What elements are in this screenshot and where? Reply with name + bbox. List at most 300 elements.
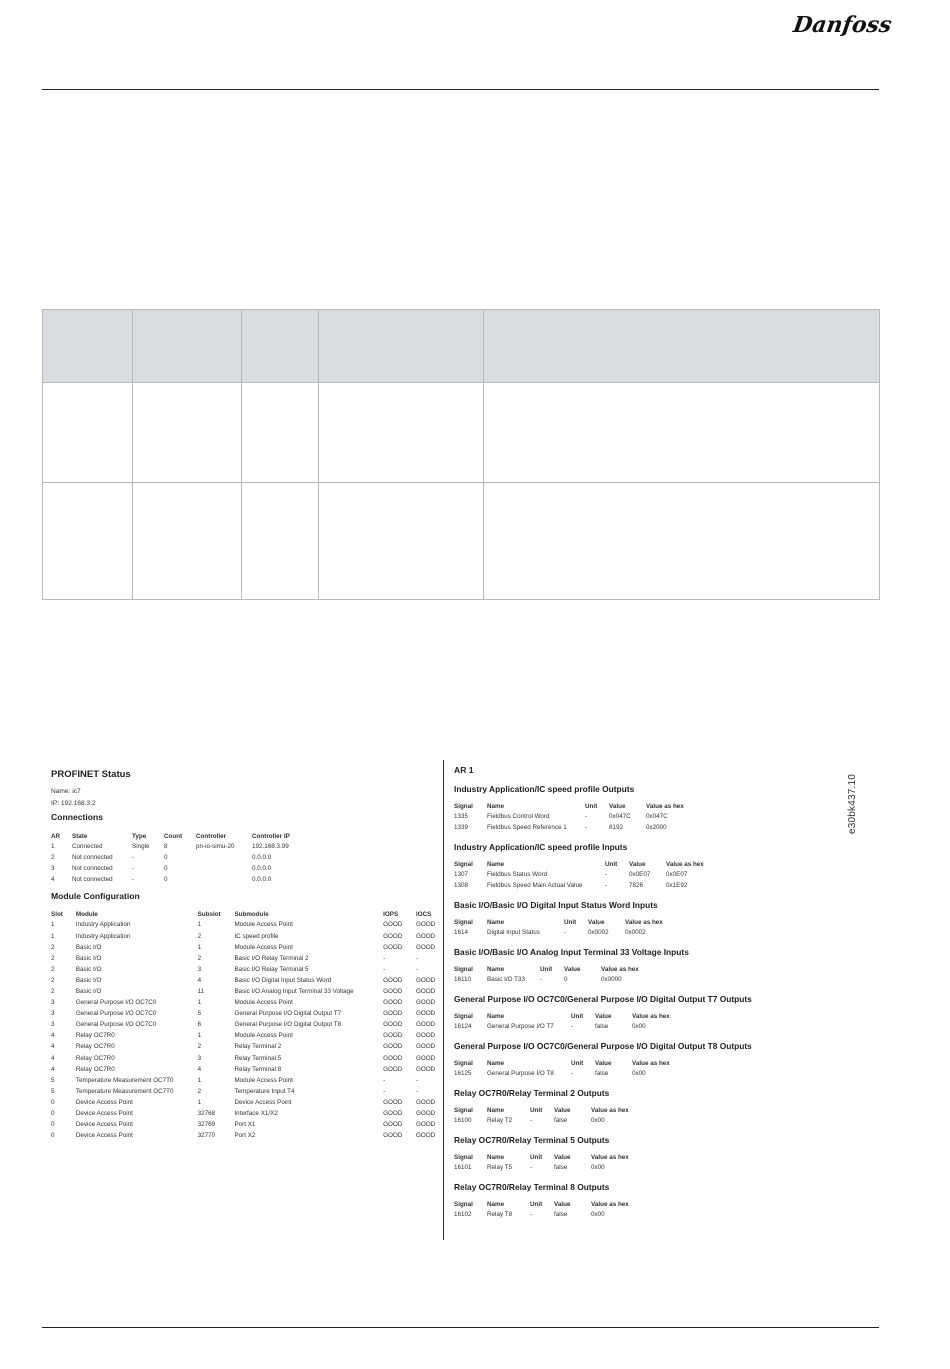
table-cell: 2: [51, 987, 55, 995]
table-cell: Relay Terminal 8: [234, 1065, 282, 1073]
table-cell: GOOD: [383, 1110, 403, 1118]
table-cell: -: [585, 824, 588, 831]
table-cell: GOOD: [415, 1054, 436, 1062]
table-cell: 7826: [629, 882, 644, 889]
signal-col-header: Signal: [454, 802, 473, 810]
table-cell: Fieldbus Status Word: [487, 871, 548, 878]
table-cell: -: [571, 1023, 574, 1030]
table-cell: 0: [51, 1132, 55, 1140]
table-cell: 0x00: [632, 1070, 646, 1077]
table-cell: 1: [51, 843, 55, 851]
table-cell: General Purpose I/O Digital Output T8: [234, 1021, 342, 1029]
table-cell: IC speed profile: [234, 932, 279, 940]
table-cell: false: [595, 1070, 609, 1077]
table-cell: 0: [564, 976, 568, 983]
table-cell: Module Access Point: [234, 999, 293, 1007]
table-cell: 2: [51, 854, 55, 862]
table-cell: Device Access Point: [75, 1132, 133, 1140]
table-row: [51, 1130, 436, 1141]
table-cell: 4: [51, 1065, 55, 1073]
signal-col-header: Value: [609, 802, 626, 810]
table-row: [454, 880, 716, 891]
signal-col-header: Value: [629, 860, 646, 868]
conn-col-header: AR: [51, 832, 61, 840]
signal-col-header: Unit: [530, 1153, 543, 1161]
table-row: [51, 841, 312, 852]
footer-rule: [42, 1327, 879, 1328]
table-cell: GOOD: [415, 921, 436, 929]
table-cell: GOOD: [415, 1032, 436, 1040]
table-cell: Relay T8: [487, 1211, 513, 1218]
signal-col-header: Value as hex: [591, 1153, 629, 1161]
table-cell: 2: [51, 976, 55, 984]
table-row: [454, 1021, 682, 1032]
signal-col-header: Value as hex: [646, 802, 684, 810]
table-cell: 0: [164, 876, 168, 884]
table-row: [454, 822, 696, 833]
signal-col-header: Name: [487, 965, 505, 973]
signal-col-header: Unit: [530, 1106, 543, 1114]
table-cell: Fieldbus Control Word: [487, 813, 550, 820]
signal-section-title: Industry Application/IC speed profile Inputs: [454, 842, 628, 852]
table-cell: Not connected: [72, 876, 113, 884]
signal-col-header: Name: [487, 1153, 505, 1161]
table-cell: Industry Application: [75, 932, 131, 940]
table-cell: -: [571, 1070, 574, 1077]
table-cell: GOOD: [383, 1065, 403, 1073]
table-cell: 1614: [454, 929, 469, 936]
signal-col-header: Value: [595, 1059, 612, 1067]
signal-table: [454, 859, 716, 891]
ar-panel: [454, 765, 844, 1220]
figure-id: [847, 764, 861, 834]
table-cell: Device Access Point: [75, 1110, 133, 1118]
table-cell: Relay OC7R0: [75, 1065, 115, 1073]
signal-section-title: Basic I/O/Basic I/O Analog Input Terminal 33 Voltage Inputs: [454, 947, 689, 957]
signal-section-title: Basic I/O/Basic I/O Digital Input Status Word Inputs: [454, 900, 658, 910]
table-cell: Relay Terminal 5: [234, 1054, 282, 1062]
table-cell: 0x00: [632, 1023, 646, 1030]
table-row: [51, 1075, 436, 1086]
mod-col-header: Module: [75, 910, 98, 918]
signal-col-header: Signal: [454, 1153, 473, 1161]
table-cell: GOOD: [383, 943, 403, 951]
table-header-row: [454, 1011, 682, 1021]
spec-cell: [43, 383, 133, 483]
table-cell: GOOD: [383, 999, 403, 1007]
table-row: [51, 852, 312, 863]
signal-table: [454, 1058, 682, 1079]
signal-col-header: Signal: [454, 1106, 473, 1114]
table-cell: Module Access Point: [234, 921, 293, 929]
table-cell: -: [415, 954, 419, 962]
table-cell: 3: [51, 999, 55, 1007]
danfoss-logo-wordmark: Danfoss: [791, 12, 894, 38]
mod-col-header: IOPS: [383, 910, 399, 918]
table-cell: -: [132, 865, 135, 873]
table-header-row: [51, 909, 436, 919]
table-row: [454, 974, 651, 985]
table-cell: Basic I/O: [75, 943, 102, 951]
table-cell: Device Access Point: [234, 1098, 292, 1106]
signal-col-header: Value: [564, 965, 581, 973]
table-cell: 3: [51, 865, 55, 873]
table-cell: GOOD: [415, 1098, 436, 1106]
signal-section-title: General Purpose I/O OC7C0/General Purpose I/O Digital Output T8 Outputs: [454, 1041, 752, 1051]
table-cell: -: [383, 965, 386, 973]
mod-col-header: Submodule: [234, 910, 269, 918]
signal-table: [454, 917, 675, 938]
table-cell: Basic I/O: [75, 954, 102, 962]
signal-col-header: Unit: [530, 1200, 543, 1208]
table-cell: 2: [197, 1087, 202, 1095]
table-cell: Basic I/O Analog Input Terminal 33 Voltage: [234, 987, 354, 995]
table-cell: Device Access Point: [75, 1121, 133, 1129]
table-row: [51, 942, 436, 953]
signal-col-header: Value as hex: [601, 965, 639, 973]
table-cell: GOOD: [383, 987, 403, 995]
table-header-row: [51, 831, 312, 841]
table-cell: General Purpose I/O T7: [487, 1023, 554, 1030]
table-cell: Temperature Measurement OC7T0: [75, 1076, 174, 1084]
table-cell: 4: [51, 1032, 55, 1040]
signal-table: [454, 1105, 641, 1126]
table-cell: -: [383, 1076, 386, 1084]
table-cell: Device Access Point: [75, 1098, 133, 1106]
table-cell: 4: [51, 1043, 55, 1051]
table-cell: Basic I/O: [75, 976, 102, 984]
spec-table-row: [43, 383, 880, 483]
table-cell: 16124: [454, 1023, 472, 1030]
spec-table-header: [43, 310, 880, 383]
figure-divider: [443, 760, 444, 1240]
conn-col-header: Controller IP: [252, 832, 290, 840]
table-row: [51, 964, 436, 975]
signal-col-header: Name: [487, 860, 505, 868]
table-cell: Module Access Point: [234, 1076, 293, 1084]
spec-cell: [133, 483, 242, 600]
table-cell: -: [383, 1087, 386, 1095]
table-cell: 0x00: [591, 1211, 605, 1218]
table-cell: 1: [51, 932, 55, 940]
table-cell: 0.0.0.0: [252, 854, 272, 862]
signal-col-header: Unit: [540, 965, 553, 973]
signal-col-header: Signal: [454, 1059, 473, 1067]
spec-header-cell: [133, 310, 242, 383]
mod-col-header: IOCS: [415, 910, 432, 918]
table-cell: GOOD: [415, 1065, 436, 1073]
signal-table: [454, 964, 651, 985]
table-row: [51, 1030, 436, 1041]
signal-col-header: Signal: [454, 1012, 473, 1020]
table-row: [51, 1008, 436, 1019]
table-cell: -: [530, 1164, 533, 1171]
table-cell: -: [383, 954, 386, 962]
table-cell: GOOD: [383, 1132, 403, 1140]
signal-section-title: General Purpose I/O OC7C0/General Purpose I/O Digital Output T7 Outputs: [454, 994, 752, 1004]
table-cell: -: [132, 854, 135, 862]
mod-col-header: Subslot: [197, 910, 221, 918]
ar-title: AR 1: [454, 765, 474, 775]
signal-section-title: Relay OC7R0/Relay Terminal 2 Outputs: [454, 1088, 610, 1098]
module-config-table: [51, 909, 436, 1141]
table-row: [51, 1019, 436, 1030]
conn-col-header: Controller: [196, 832, 227, 840]
signal-col-header: Name: [487, 1012, 505, 1020]
table-cell: 4: [197, 976, 202, 984]
signal-col-header: Unit: [585, 802, 598, 810]
signal-table: [454, 1199, 641, 1220]
table-row: [51, 930, 436, 941]
table-cell: Relay T2: [487, 1117, 513, 1124]
table-cell: Temperature Input T4: [234, 1087, 295, 1095]
table-cell: 8: [164, 843, 168, 851]
table-cell: Not connected: [72, 854, 113, 862]
table-row: [51, 953, 436, 964]
table-cell: Basic I/O Relay Terminal 2: [234, 954, 309, 962]
table-cell: 0: [51, 1121, 55, 1129]
table-cell: 0x047C: [646, 813, 668, 820]
table-cell: -: [605, 882, 608, 889]
table-cell: GOOD: [383, 921, 403, 929]
table-row: [51, 975, 436, 986]
table-header-row: [454, 801, 696, 811]
device-ip: IP: 192.168.3.2: [51, 800, 96, 807]
table-cell: 1: [197, 921, 202, 929]
table-cell: Relay OC7R0: [75, 1054, 115, 1062]
table-cell: 2: [51, 943, 55, 951]
table-header-row: [454, 917, 675, 927]
table-cell: 1307: [454, 871, 469, 878]
table-cell: 0x0E07: [666, 871, 688, 878]
table-cell: Basic I/O: [75, 965, 102, 973]
signal-table: [454, 1011, 682, 1032]
signal-col-header: Value as hex: [632, 1012, 670, 1020]
table-row: [51, 874, 312, 885]
spec-cell: [484, 383, 880, 483]
table-cell: 0: [164, 865, 168, 873]
table-cell: [196, 863, 252, 874]
table-cell: Fieldbus Speed Main Actual Value: [487, 882, 583, 889]
table-cell: 5: [51, 1087, 55, 1095]
table-cell: Not connected: [72, 865, 113, 873]
table-cell: General Purpose I/O OC7C0: [75, 1021, 157, 1029]
module-config-heading: Module Configuration: [51, 891, 140, 902]
table-cell: 4: [197, 1065, 202, 1073]
table-cell: 3: [51, 1021, 55, 1029]
table-cell: -: [415, 1076, 419, 1084]
table-cell: 8192: [609, 824, 624, 831]
spec-cell: [484, 483, 880, 600]
spec-header-cell: [242, 310, 319, 383]
spec-table-row: [43, 483, 880, 600]
signal-col-header: Value as hex: [591, 1106, 629, 1114]
table-cell: 4: [51, 1054, 55, 1062]
table-cell: Port X2: [234, 1132, 256, 1140]
table-cell: Basic I/O T33: [487, 976, 526, 983]
table-cell: GOOD: [383, 1098, 403, 1106]
table-cell: GOOD: [415, 987, 436, 995]
table-cell: GOOD: [383, 976, 403, 984]
table-cell: GOOD: [415, 999, 436, 1007]
signal-col-header: Value as hex: [632, 1059, 670, 1067]
connections-heading: Connections: [51, 812, 104, 822]
signal-col-header: Value: [588, 918, 605, 926]
table-row: [51, 997, 436, 1008]
table-header-row: [454, 964, 651, 974]
conn-col-header: Count: [164, 832, 183, 840]
table-cell: GOOD: [415, 943, 436, 951]
table-cell: Interface X1/X2: [234, 1110, 278, 1118]
table-cell: 1: [197, 1076, 202, 1084]
table-cell: false: [554, 1117, 568, 1124]
table-cell: Module Access Point: [234, 943, 293, 951]
table-header-row: [454, 1199, 641, 1209]
table-cell: 16100: [454, 1117, 472, 1124]
table-cell: 0.0.0.0: [252, 876, 272, 884]
signal-section-title: Relay OC7R0/Relay Terminal 5 Outputs: [454, 1135, 610, 1145]
table-cell: Relay T5: [487, 1164, 513, 1171]
status-panel: [51, 769, 436, 1141]
table-cell: Temperature Measurement OC7T0: [75, 1087, 174, 1095]
table-cell: GOOD: [383, 932, 403, 940]
signal-col-header: Signal: [454, 860, 473, 868]
signal-table: [454, 801, 696, 833]
signal-col-header: Name: [487, 918, 505, 926]
table-cell: 0x047C: [609, 813, 631, 820]
device-name: Name: ic7: [51, 788, 81, 795]
table-cell: false: [595, 1023, 609, 1030]
table-cell: GOOD: [415, 1121, 436, 1129]
table-row: [51, 1041, 436, 1052]
table-row: [51, 1064, 436, 1075]
table-cell: 4: [51, 876, 55, 884]
spec-cell: [319, 483, 484, 600]
signal-col-header: Value: [554, 1200, 571, 1208]
table-cell: GOOD: [415, 932, 436, 940]
table-cell: 2: [197, 954, 202, 962]
table-header-row: [454, 1058, 682, 1068]
table-cell: Connected: [72, 843, 103, 851]
signal-col-header: Value: [554, 1153, 571, 1161]
table-row: [51, 1119, 436, 1130]
danfoss-logo: [791, 6, 894, 42]
spec-header-cell: [319, 310, 484, 383]
table-row: [454, 1162, 641, 1173]
table-cell: 0x1E92: [666, 882, 688, 889]
table-cell: 1335: [454, 813, 469, 820]
table-cell: -: [132, 876, 135, 884]
signal-col-header: Value: [595, 1012, 612, 1020]
table-cell: -: [530, 1117, 533, 1124]
spec-cell: [43, 483, 133, 600]
signal-col-header: Signal: [454, 918, 473, 926]
table-header-row: [454, 1105, 641, 1115]
table-cell: 16125: [454, 1070, 472, 1077]
table-cell: 32770: [197, 1132, 216, 1140]
table-cell: GOOD: [383, 1054, 403, 1062]
table-cell: Industry Application: [75, 921, 131, 929]
table-cell: GOOD: [383, 1021, 403, 1029]
table-cell: Port X1: [234, 1121, 256, 1129]
signal-section-title: Relay OC7R0/Relay Terminal 8 Outputs: [454, 1182, 610, 1192]
table-cell: 2: [197, 932, 202, 940]
table-cell: 11: [197, 987, 205, 995]
table-cell: 0: [164, 854, 168, 862]
conn-col-header: Type: [132, 832, 147, 840]
table-cell: -: [585, 813, 588, 820]
table-cell: 32768: [197, 1110, 216, 1118]
conn-col-header: State: [72, 832, 88, 840]
table-cell: GOOD: [415, 1010, 436, 1018]
spec-table: [42, 309, 880, 600]
signal-col-header: Value: [554, 1106, 571, 1114]
table-cell: 0x0002: [625, 929, 646, 936]
spec-cell: [242, 483, 319, 600]
table-cell: 0x00: [591, 1164, 605, 1171]
signal-col-header: Unit: [571, 1012, 584, 1020]
table-row: [454, 1209, 641, 1220]
spec-cell: [319, 383, 484, 483]
table-row: [51, 863, 312, 874]
table-cell: 1: [197, 1032, 202, 1040]
table-cell: 5: [197, 1010, 202, 1018]
table-cell: 32769: [197, 1121, 216, 1129]
table-cell: Digital Input Status: [487, 929, 540, 936]
table-cell: General Purpose I/O OC7C0: [75, 999, 157, 1007]
table-cell: Relay OC7R0: [75, 1032, 115, 1040]
table-cell: 1: [51, 921, 55, 929]
figure-id-text: e30bk437.10: [847, 773, 858, 834]
table-cell: pn-io-simu-20: [196, 843, 235, 851]
signal-col-header: Signal: [454, 1200, 473, 1208]
table-row: [51, 919, 436, 930]
signal-col-header: Unit: [564, 918, 577, 926]
table-cell: 1: [197, 999, 202, 1007]
table-cell: 0x0002: [588, 929, 609, 936]
table-row: [51, 1086, 436, 1097]
mod-col-header: Slot: [51, 910, 63, 918]
table-cell: General Purpose I/O Digital Output T7: [234, 1010, 342, 1018]
spec-header-cell: [484, 310, 880, 383]
signal-col-header: Value as hex: [666, 860, 704, 868]
table-cell: 0x00: [591, 1117, 605, 1124]
table-cell: 2: [51, 965, 55, 973]
signal-col-header: Value as hex: [625, 918, 663, 926]
signal-col-header: Name: [487, 1106, 505, 1114]
table-row: [454, 1068, 682, 1079]
table-cell: GOOD: [415, 1110, 436, 1118]
table-cell: 0x0000: [601, 976, 622, 983]
table-cell: 1308: [454, 882, 469, 889]
table-row: [51, 1053, 436, 1064]
table-cell: Basic I/O Relay Terminal 5: [234, 965, 309, 973]
table-cell: Relay Terminal 2: [234, 1043, 282, 1051]
table-cell: 3: [197, 1054, 202, 1062]
table-cell: Fieldbus Speed Reference 1: [487, 824, 567, 831]
table-cell: 192.168.3.99: [252, 843, 289, 851]
table-cell: Basic I/O: [75, 987, 102, 995]
table-cell: GOOD: [415, 976, 436, 984]
table-row: [51, 1097, 436, 1108]
table-cell: 3: [197, 965, 202, 973]
table-cell: GOOD: [383, 1010, 403, 1018]
table-header-row: [454, 859, 716, 869]
status-title: PROFINET Status: [51, 769, 131, 780]
table-cell: -: [605, 871, 608, 878]
table-row: [454, 1115, 641, 1126]
table-cell: [196, 852, 252, 863]
